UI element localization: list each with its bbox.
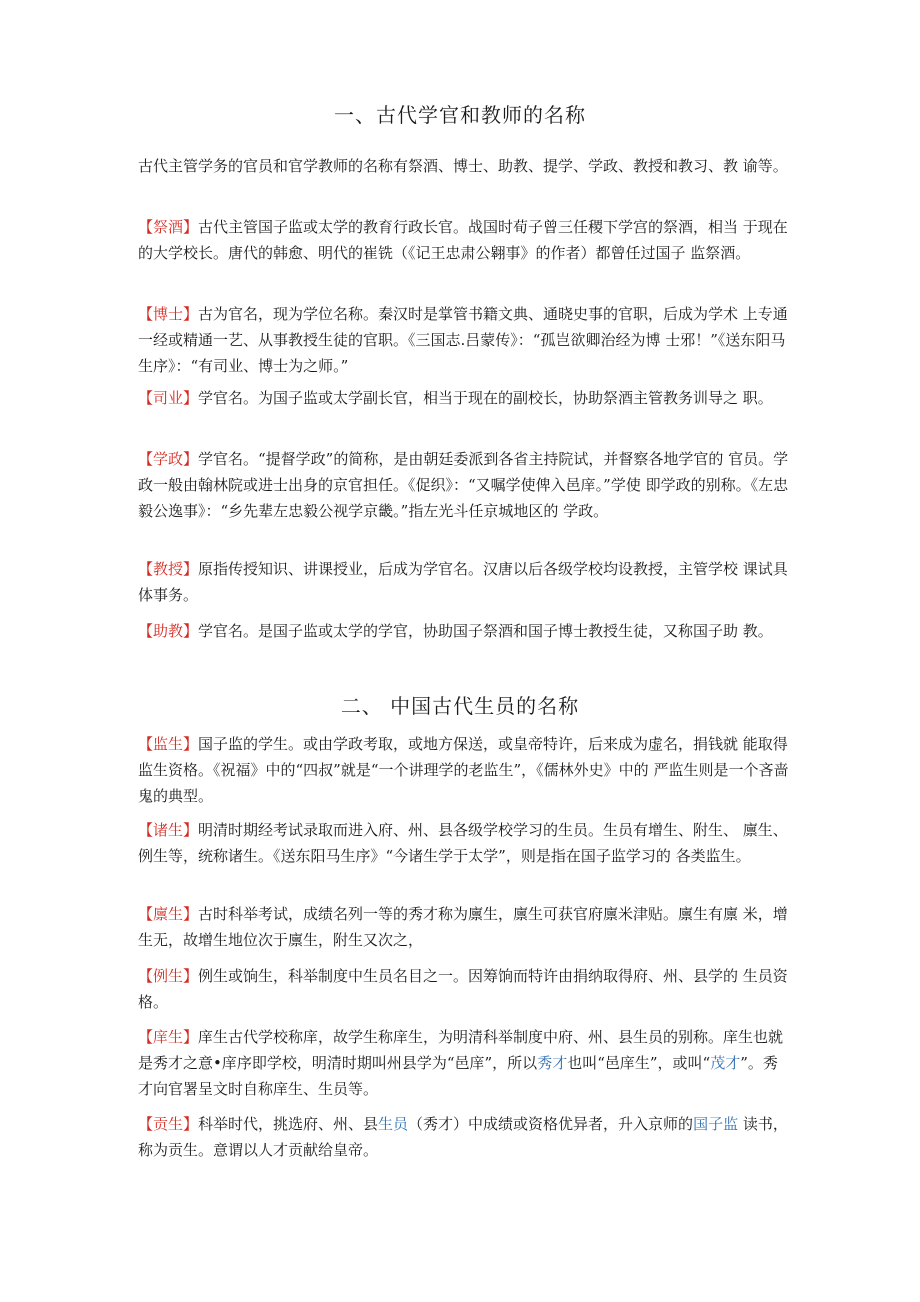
section-1-intro: 古代主管学务的官员和官学教师的名称有祭酒、博士、助教、提学、学政、教授和教习、教 谕等。 — [138, 157, 788, 175]
entry-xiangsheng — [138, 1024, 790, 1102]
entry-text: 古时科举考试，成绩名列一等的秀才称为廪生，廪生可获官府廪米津贴。廪生有廪 米，增生无，故增生地位次于廪生，附生又次之， — [138, 905, 788, 949]
entry-boshi — [138, 301, 790, 379]
entry-term: 【例生】 — [138, 967, 199, 985]
entry-text: 明清时期经考试录取而进入府、州、县各级学校学习的生员。生员有增生、附生、 廪生、例生等，统称诸生。《送东阳马生序》“今诸生学于太学”，则是指在国子监学习的 各类监生。 — [138, 821, 788, 865]
entry-text: 学官名。为国子监或太学副长官，相当于现在的副校长，协助祭酒主管教务训导之 职。 — [198, 389, 773, 407]
entry-term: 【庠生】 — [138, 1028, 199, 1046]
entry-text: 读书，称为贡生。意谓以人才贡献给皇帝。 — [138, 1115, 788, 1159]
entry-jijiu — [138, 214, 790, 266]
entry-text: ”。秀才向官署呈文时自称庠生、生员等。 — [138, 1054, 778, 1098]
entry-term: 【助教】 — [138, 622, 199, 640]
entry-gongsheng — [138, 1111, 790, 1163]
entry-text: 例生或饷生，科举制度中生员名目之一。因筹饷而特许由捐纳取得府、州、县学的 生员资格。 — [138, 967, 788, 1011]
entry-text: 古为官名，现为学位名称。秦汉时是掌管书籍文典、通晓史事的官职，后成为学术 上专通一经或精通一艺、从事教授生徒的官职。《三国志.吕蒙传》：“孤岂欲卿治经为博 士邪！”《送东阳马生序》：“有司业、博士为之师。” — [138, 305, 788, 375]
link-guozijian[interactable]: 国子监 — [693, 1115, 739, 1133]
entry-jiansheng — [138, 731, 790, 809]
entry-siye — [138, 385, 790, 411]
entry-term: 【祭酒】 — [138, 218, 199, 236]
entry-term: 【司业】 — [138, 389, 199, 407]
entry-term: 【学政】 — [138, 450, 199, 468]
entry-text: 学官名。是国子监或太学的学官，协助国子祭酒和国子博士教授生徒，又称国子助 教。 — [198, 622, 773, 640]
section-1-heading: 一、古代学官和教师的名称 — [334, 103, 586, 127]
entry-jiaoshou — [138, 556, 790, 608]
entry-text: 古代主管国子监或太学的教育行政长官。战国时荀子曾三任稷下学宫的祭酒，相当 于现在的大学校长。唐代的韩愈、明代的崔铣（《记王忠肃公翱事》的作者）都曾任过国子 监祭酒。 — [138, 218, 788, 262]
entry-term: 【监生】 — [138, 735, 199, 753]
entry-text: （秀才）中成绩或资格优异者，升入京师的 — [408, 1115, 694, 1133]
entry-term: 【博士】 — [138, 305, 199, 323]
entry-text: 国子监的学生。或由学政考取，或地方保送，或皇帝特许，后来成为虚名，捐钱就 能取得监生资格。《祝福》中的“四叔”就是“一个讲理学的老监生”，《儒林外史》中的 严监生则是一个吝啬鬼的典型。 — [138, 735, 789, 805]
entry-zhujiao — [138, 618, 790, 644]
entry-text: 学官名。“提督学政”的简称，是由朝廷委派到各省主持院试，并督察各地学官的 官员。学政一般由翰林院或进士出身的京官担任。《促织》：“又嘱学使俾入邑庠。”学使 即学政的别称。《左忠毅公逸事》：“乡先辈左忠毅公视学京畿。”指左光斗任京城地区的 学政。 — [138, 450, 789, 520]
entry-term: 【教授】 — [138, 560, 199, 578]
entry-lisheng — [138, 963, 790, 1015]
entry-text: 原指传授知识、讲课授业，后成为学官名。汉唐以后各级学校均设教授，主管学校 课试具体事务。 — [138, 560, 788, 604]
link-shengyuan[interactable]: 生员 — [378, 1115, 409, 1133]
link-maocai[interactable]: 茂才 — [710, 1054, 741, 1072]
entry-linsheng — [138, 901, 790, 953]
entry-zhusheng — [138, 817, 790, 869]
section-2-heading: 二、 中国古代生员的名称 — [340, 694, 580, 718]
entry-text: 也叫“邑庠生”，或叫“ — [567, 1054, 711, 1072]
link-xiucai[interactable]: 秀才 — [537, 1054, 568, 1072]
entry-text: 科举时代，挑选府、州、县 — [198, 1115, 379, 1133]
entry-term: 【贡生】 — [138, 1115, 199, 1133]
entry-xuezheng — [138, 446, 790, 524]
entry-term: 【廪生】 — [138, 905, 199, 923]
entry-term: 【诸生】 — [138, 821, 199, 839]
entry-text: 庠生古代学校称庠，故学生称庠生，为明清科举制度中府、州、县生员的别称。庠生也就是秀才之意•庠序即学校，明清时期叫州县学为“邑庠”，所以 — [138, 1028, 784, 1072]
